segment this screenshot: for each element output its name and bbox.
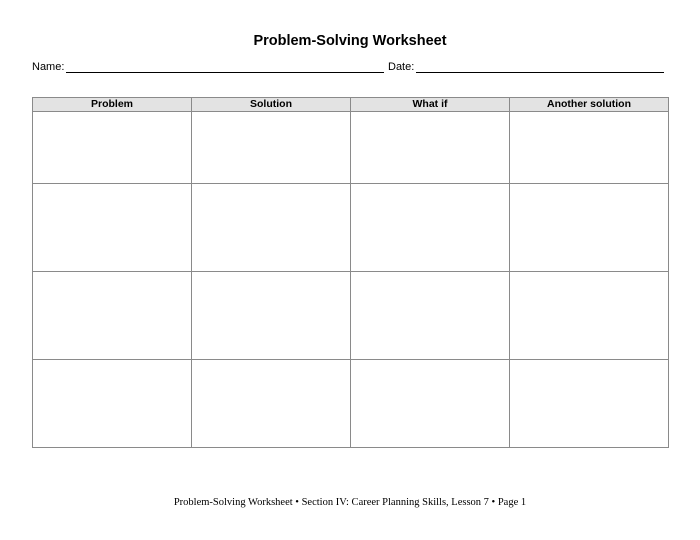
table-cell[interactable] [33, 272, 192, 360]
table-cell[interactable] [510, 184, 669, 272]
table-cell[interactable] [510, 272, 669, 360]
column-header-solution: Solution [192, 98, 351, 112]
table-row [33, 272, 669, 360]
table-cell[interactable] [33, 184, 192, 272]
table-cell[interactable] [192, 360, 351, 448]
name-label: Name: [32, 61, 65, 73]
problem-solving-table [32, 97, 669, 448]
date-label: Date: [388, 61, 415, 73]
column-header-problem: Problem [33, 98, 192, 112]
worksheet-title: Problem-Solving Worksheet [253, 33, 447, 49]
date-field-line[interactable] [416, 72, 664, 73]
table-row [33, 112, 669, 184]
table-cell[interactable] [192, 272, 351, 360]
column-header-another-solution: Another solution [510, 98, 669, 112]
name-date-row [32, 60, 668, 76]
table-cell[interactable] [192, 112, 351, 184]
table-cell[interactable] [33, 112, 192, 184]
page-footer: Problem-Solving Worksheet • Section IV: Career Planning Skills, Lesson 7 • Page 1 [173, 497, 527, 508]
table-cell[interactable] [510, 112, 669, 184]
table-row [33, 184, 669, 272]
table-cell[interactable] [351, 360, 510, 448]
table-cell[interactable] [510, 360, 669, 448]
table-cell[interactable] [33, 360, 192, 448]
table-cell[interactable] [192, 184, 351, 272]
name-field-line[interactable] [66, 72, 384, 73]
table-row [33, 360, 669, 448]
table-cell[interactable] [351, 272, 510, 360]
table-header-row [33, 98, 669, 112]
table-cell[interactable] [351, 112, 510, 184]
table-cell[interactable] [351, 184, 510, 272]
column-header-what-if: What if [351, 98, 510, 112]
